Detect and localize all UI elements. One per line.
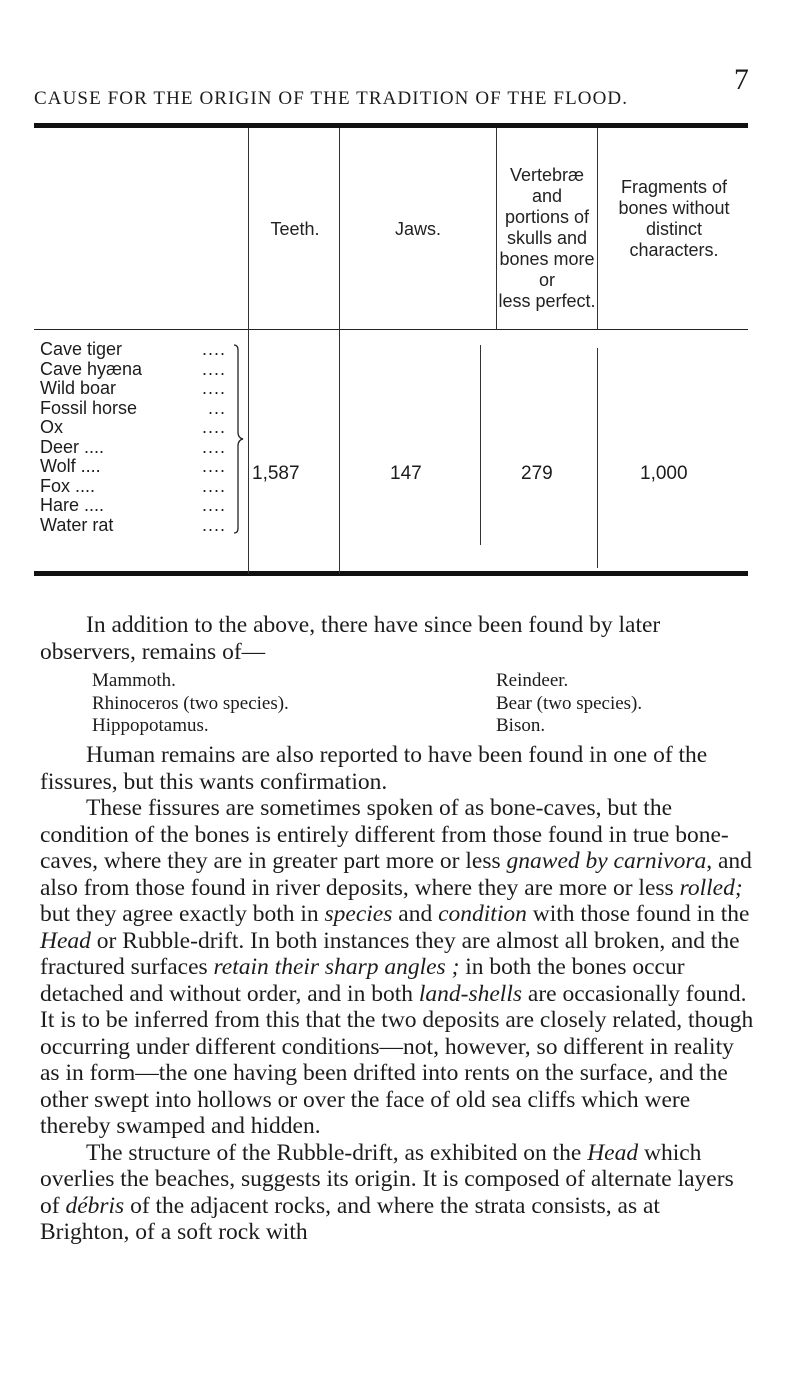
- paragraph: These fissures are sometimes spoken of as bone-caves, but the condition of the bones is entirely different from those found in true bone-caves, where they are in greater part more or less gnawed by carnivora, and also from those found in river deposits, where they are more or less rolled; but they agree exactly both in species and condition with those found in the Head or Rubble-drift. In both instances they are almost all broken, and the fractured surfaces retain their sharp angles ; in both the bones occur detached and without order, and in both land-shells are occasionally found. It is to be inferred from this that the two deposits are closely related, though occurring under different conditions—not, however, so different in reality as in form—the one having been drifted into rents on the surface, and the other swept into hollows or over the face of old sea cliffs which were thereby swamped and hidden.: [40, 795, 754, 1139]
- value-fragments: 1,000: [640, 463, 688, 484]
- value-teeth: 1,587: [252, 463, 300, 484]
- body-text: [40, 742, 754, 1246]
- column-header-fragments: Fragments of bones without distinct characters.: [618, 177, 730, 260]
- list-item: Wild boar ....: [40, 378, 226, 398]
- table-top-rule: [34, 123, 748, 128]
- list-item: Wolf .... ....: [40, 456, 226, 476]
- animal-list: [40, 340, 230, 535]
- list-item: Hippopotamus. Bison.: [92, 715, 546, 736]
- remains-list: [92, 670, 732, 738]
- list-item: Water rat ....: [40, 514, 226, 535]
- column-header-vertebrae: Vertebræ and portions of skulls and bones more or less perfect.: [498, 165, 596, 311]
- table-header-rule: [34, 329, 748, 330]
- list-item: Deer .... ....: [40, 436, 226, 457]
- column-divider: [597, 348, 598, 568]
- list-item: Rhinoceros (two species). Bear (two species).: [92, 692, 643, 714]
- list-item: Fossil horse ...: [40, 397, 226, 418]
- column-header-teeth: Teeth.: [270, 219, 320, 239]
- value-jaws: 147: [390, 463, 422, 484]
- value-vertebrae: 279: [521, 463, 553, 484]
- intro-paragraph: In addition to the above, there have since been found by later observers, remains of—: [40, 612, 661, 665]
- list-item: Cave hyæna ....: [40, 358, 226, 379]
- column-divider: [480, 345, 481, 545]
- column-divider: [248, 128, 249, 574]
- list-item: Mammoth. Reindeer.: [92, 670, 569, 691]
- paragraph: The structure of the Rubble-drift, as exhibited on the Head which overlies the beaches, suggests its origin. It is composed of alternate layers of débris of the adjacent rocks, and where the strata consists, as at Brighton, of a soft rock with: [40, 1139, 734, 1245]
- column-divider: [339, 128, 340, 574]
- list-item: Cave tiger ....: [40, 339, 226, 359]
- running-title: CAUSE FOR THE ORIGIN OF THE TRADITION OF THE FLOOD.: [34, 88, 629, 109]
- list-item: Hare .... ....: [40, 495, 226, 515]
- table-bottom-rule: [34, 571, 748, 576]
- paragraph: Human remains are also reported to have been found in one of the fissures, but this wants confirmation.: [40, 742, 708, 795]
- column-header-jaws: Jaws.: [394, 219, 441, 239]
- page-number: 7: [733, 63, 750, 96]
- list-item: Fox .... ....: [40, 475, 226, 496]
- list-item: Ox ....: [40, 417, 226, 437]
- running-header: [34, 63, 750, 110]
- brace-icon: [232, 344, 244, 534]
